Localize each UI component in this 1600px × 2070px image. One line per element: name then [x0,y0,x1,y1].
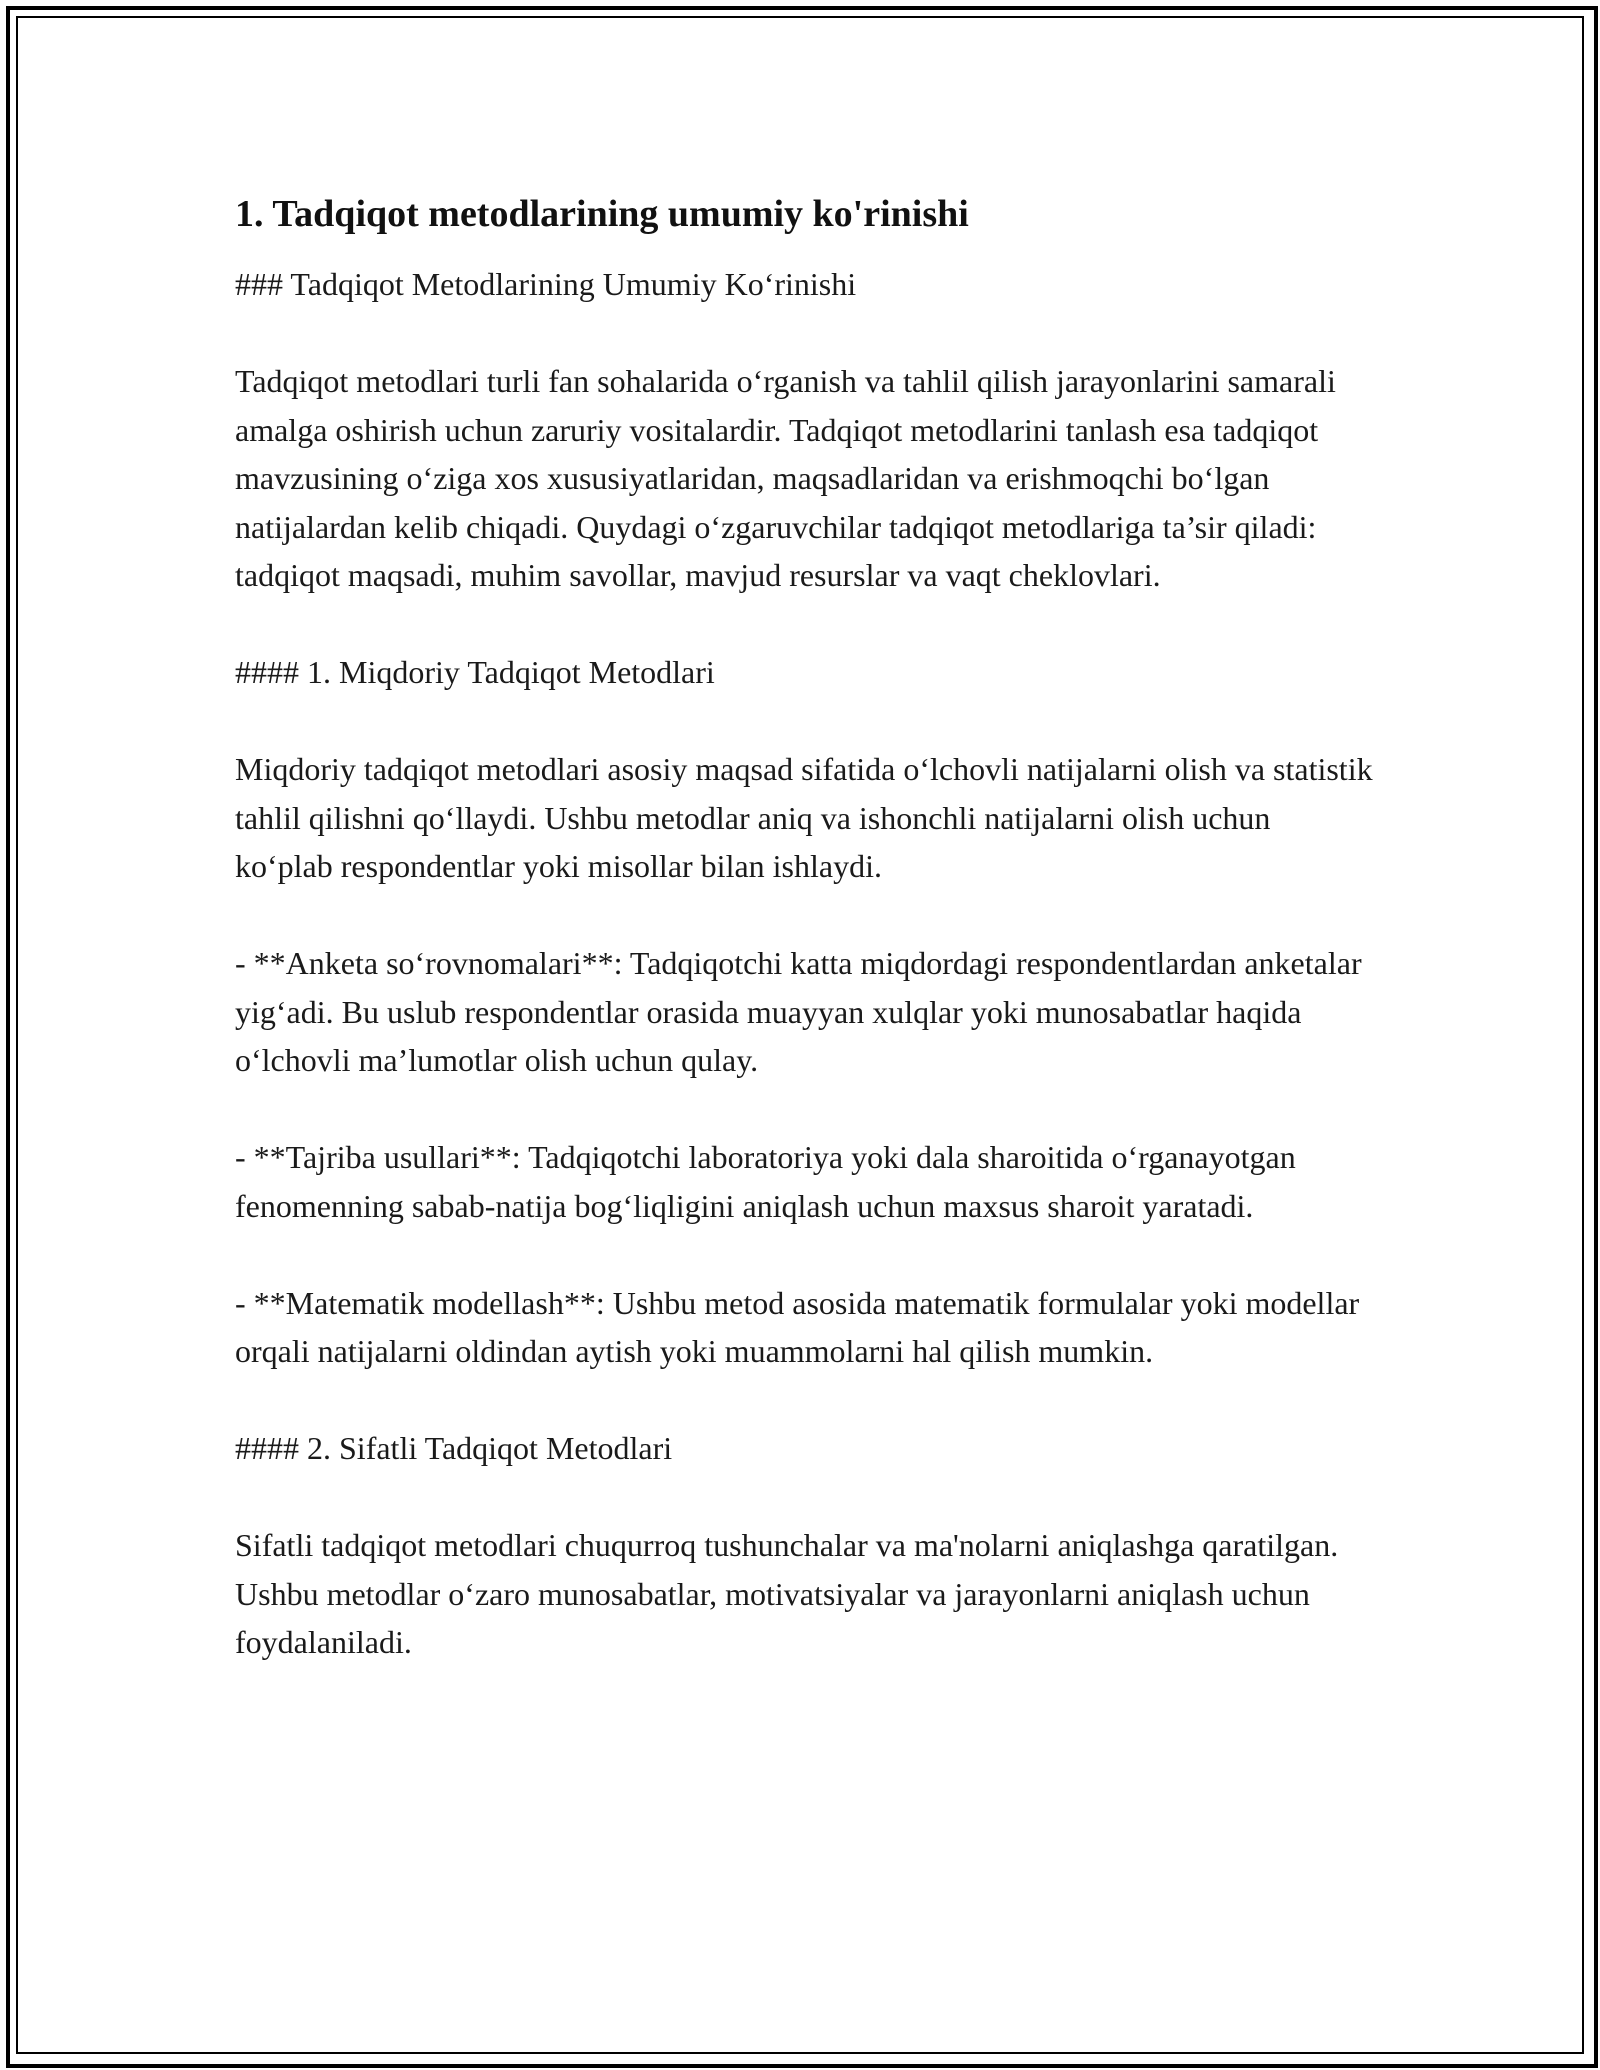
list-item-surveys: - **Anketa so‘rovnomalari**: Tadqiqotchi katta miqdordagi respondentlardan anketalar yig‘adi. Bu uslub respondentlar orasida muayyan xulqlar yoki munosabatlar haqida o‘lchovli ma’lumotlar olish uchun qulay. [235,945,1362,1078]
document-body [235,180,1375,1667]
qualitative-paragraph: Sifatli tadqiqot metodlari chuqurroq tushunchalar va ma'nolarni aniqlashga qaratilgan. Ushbu metodlar o‘zaro munosabatlar, motivatsiyalar va jarayonlarni aniqlash uchun foydalaniladi. [235,1527,1339,1660]
section-heading-quantitative: #### 1. Miqdoriy Tadqiqot Metodlari [235,654,715,690]
list-item-math-modeling: - **Matematik modellash**: Ushbu metod asosida matematik formulalar yoki modellar orqali natijalarni oldindan aytish yoki muammolarni hal qilish mumkin. [235,1284,1360,1369]
quantitative-paragraph: Miqdoriy tadqiqot metodlari asosiy maqsad sifatida o‘lchovli natijalarni olish va statistik tahlil qilishni qo‘llaydi. Ushbu metodlar aniq va ishonchli natijalarni olish uchun ko‘plab respondentlar yoki misollar bilan ishlaydi. [235,751,1373,884]
section-heading-qualitative: #### 2. Sifatli Tadqiqot Metodlari [235,1430,673,1466]
intro-paragraph: Tadqiqot metodlari turli fan sohalarida o‘rganish va tahlil qilish jarayonlarini samarali amalga oshirish uchun zaruriy vositalardir. Tadqiqot metodlarini tanlash esa tadqiqot mavzusining o‘ziga xos xususiyatlaridan, maqsadlaridan va erishmoqchi bo‘lgan natijalardan kelib chiqadi. Quydagi o‘zgaruvchilar tadqiqot metodlariga ta’sir qiladi: tadqiqot maqsadi, muhim savollar, mavjud resurslar va vaqt cheklovlari. [235,363,1336,593]
document-title: 1. Tadqiqot metodlarining umumiy ko'rinishi [235,193,969,235]
subheading-markdown: ### Tadqiqot Metodlarining Umumiy Ko‘rinishi [235,266,857,302]
list-item-experiments: - **Tajriba usullari**: Tadqiqotchi laboratoriya yoki dala sharoitida o‘rganayotgan fenomenning sabab-natija bog‘liqligini aniqlash uchun maxsus sharoit yaratadi. [235,1139,1296,1224]
